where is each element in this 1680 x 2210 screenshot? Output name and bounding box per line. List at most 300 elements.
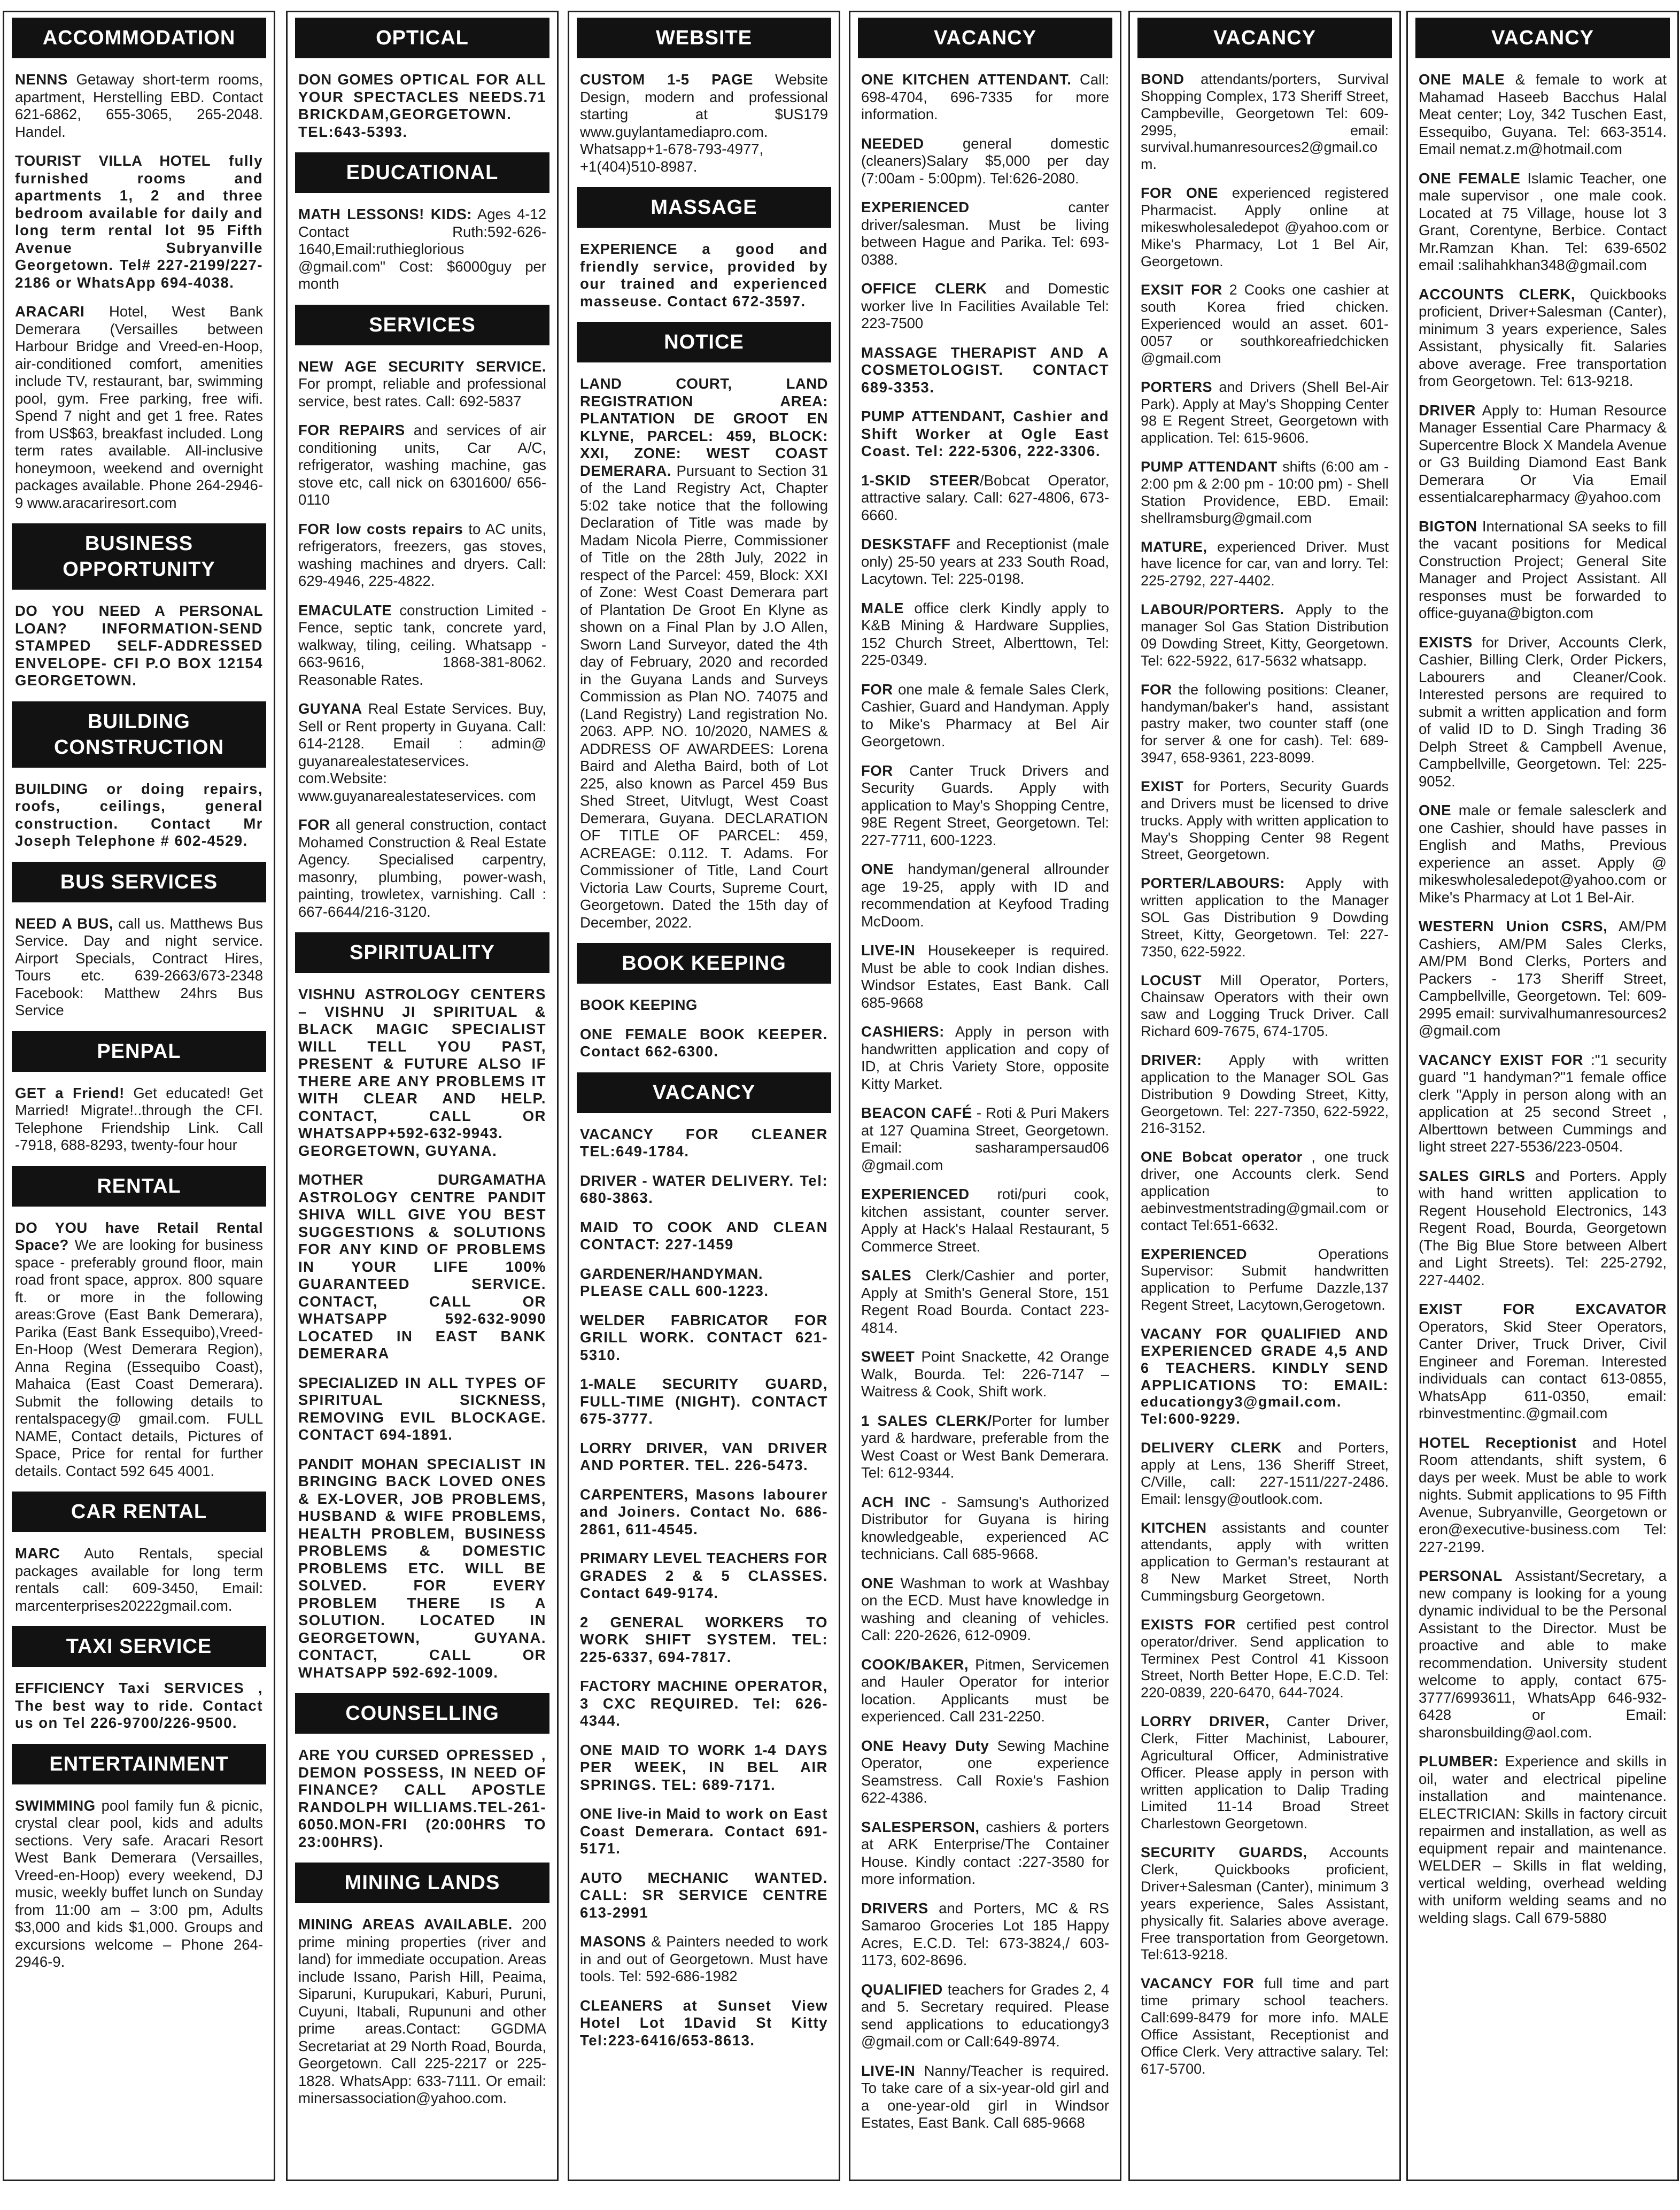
ad-text: Assistant/Secretary, a new company is looking for a young dynamic individual to be the Personal Assistant to the Director. Must be proactive and able to make recommendation. University student welcome to apply, contact 675-3777/6993611, WhatsApp 646-932-6428 or Email: sharonsbuilding@aol.com. xyxy=(1419,1567,1667,1741)
classified-ad xyxy=(861,1656,1109,1726)
classified-ad xyxy=(580,1742,828,1794)
ad-text: IN ALL TYPES OF SPIRITUAL SICKNESS, REMOVING EVIL BLOCKAGE. CONTACT 694-1891. xyxy=(298,1374,546,1443)
ad-lead: MASONS xyxy=(580,1933,646,1950)
ad-text: AM/PM Cashiers, AM/PM Sales Clerks, AM/PM Bond Clerks, Porters and Packers - 173 Sheriff Street, Campbellville, Georgetown. Tel: 609-2995 email: survivalhumanresources2 @gmail.com xyxy=(1419,918,1667,1039)
classified-ad xyxy=(861,942,1109,1011)
ad-lead: 1-MALE SECURITY xyxy=(580,1376,739,1392)
ad-text: Apply to the manager Sol Gas Station Distribution 09 Dowding Street, Kitty, Georgetown. Tel: 622-5922, 617-5632 whatsapp. xyxy=(1141,601,1389,669)
ad-lead: ONE FEMALE xyxy=(1419,169,1521,187)
section-header: BUSINESS OPPORTUNITY xyxy=(12,523,266,590)
section-header: NOTICE xyxy=(577,322,831,362)
ad-text: KEEPER. Contact 662-6300. xyxy=(580,1025,828,1060)
ad-lead: ONE MALE xyxy=(1419,71,1505,88)
ad-lead: ONE xyxy=(1419,802,1452,818)
ad-lead: FOR xyxy=(298,816,330,833)
classified-ad xyxy=(1141,682,1389,767)
classified-ad xyxy=(15,1219,263,1480)
ad-lead: SWIMMING xyxy=(15,1797,96,1814)
ad-text: Canter Driver, Clerk, Fitter Machinist, Labourer, Agricultural Officer, Administrative Officer. Please apply in person with written application to Dalip Trading Limited 11-14 Broad Street Charlestown Georgetown. xyxy=(1141,1713,1389,1832)
classified-ad xyxy=(1141,1052,1389,1137)
section-header: MINING LANDS xyxy=(295,1863,549,1903)
section-header: ENTERTAINMENT xyxy=(12,1744,266,1784)
classified-ad xyxy=(861,71,1109,123)
ad-lead: DELIVERY CLERK xyxy=(1141,1440,1282,1456)
classified-ad xyxy=(298,602,546,689)
classified-ad xyxy=(580,1219,828,1254)
ad-lead: EXPERIENCE xyxy=(580,241,678,257)
classified-ad xyxy=(298,1456,546,1682)
ad-text: Quickbooks proficient, Driver+Salesman (Canter), minimum 3 years experience, Sales Assistant, physically fit. Salaries above average. Free transportation from Georgetown. Tel: 613-9218. xyxy=(1419,285,1667,389)
classified-ad xyxy=(861,344,1109,397)
classified-ad xyxy=(298,1747,546,1851)
ad-text: CENTERS – VISHNU JI SPIRITUAL & BLACK MAGIC SPECIALIST WILL TELL YOU PAST, PRESENT & FUTURE ALSO IF THERE ARE ANY PROBLEMS IT WITH CLEAR AND HELP. CONTACT, CALL OR WHATSAPP+592-632-9943. GEORGETOWN, GUYANA. xyxy=(298,986,546,1159)
ad-text: all general construction, contact Mohamed Construction & Real Estate Agency. Specialised carpentry, masonry, plumbing, power-wash, painting, trowletex, varnishing. Call : 667-6644/216-3120. xyxy=(298,816,546,920)
ad-lead: ONE Heavy Duty xyxy=(861,1737,989,1754)
ad-text: certified pest control operator/driver. Send application to Terminex Pest Control 41 Kissoon Street, North Better Hope, E.C.D. Tel: 220-0839, 220-6470, 644-7024. xyxy=(1141,1616,1389,1701)
ad-text: and Porters. Apply with hand written application to Regent Household Electronics, 143 Regent Road, Bourda, Georgetown (The Big Blue Store between Albert and Light Streets). Tel: 225-2792, 227-4402. xyxy=(1419,1167,1667,1288)
ad-text: /Bobcat Operator, attractive salary. Call: 627-4806, 673-6660. xyxy=(861,472,1109,523)
ad-lead: NENNS xyxy=(15,71,68,88)
ad-text: Apply in person with handwritten application and copy of ID, at Chris Variety Store, opposite Kitty Market. xyxy=(861,1023,1109,1092)
ad-text: and Domestic worker live In Facilities Available Tel: 223-7500 xyxy=(861,280,1109,331)
ad-lead: SECURITY GUARDS, xyxy=(1141,1844,1307,1861)
section-header: TAXI SERVICE xyxy=(12,1626,266,1667)
classified-ad xyxy=(580,1126,828,1161)
classified-ad xyxy=(15,1797,263,1971)
ad-lead: DESKSTAFF xyxy=(861,536,951,552)
classified-ad xyxy=(861,2062,1109,2132)
ad-lead: HOTEL Receptionist xyxy=(1419,1434,1577,1451)
ad-lead: EXISTS FOR xyxy=(1141,1616,1236,1633)
classified-ad xyxy=(15,602,263,690)
section-header: EDUCATIONAL xyxy=(295,152,549,193)
ad-lead: DO YOU have Retail Rental Space? xyxy=(15,1219,263,1253)
ad-text: WANTED. CALL: SR SERVICE CENTRE 613-2991 xyxy=(580,1869,828,1921)
classified-ad xyxy=(861,1900,1109,1969)
ad-lead: LORRY DRIVER, xyxy=(1141,1713,1269,1730)
classified-ad xyxy=(1419,802,1667,906)
ad-text: Apply with written application to the Manager SOL Gas Distribution 9 Dowding Street, Kitty, Georgetown. Tel: 227-7350, 622-5922, 216-3152. xyxy=(1141,1052,1389,1137)
column-3 xyxy=(568,11,840,2181)
classified-ad xyxy=(298,1916,546,2107)
ad-text: FOR GRILL WORK. CONTACT 621-5310. xyxy=(580,1311,828,1363)
ad-lead: ONE FEMALE BOOK xyxy=(580,1025,745,1042)
ad-lead: PUMP ATTENDANT xyxy=(1141,459,1278,475)
ad-lead: VACANCY EXIST FOR xyxy=(1419,1051,1583,1068)
classified-ad xyxy=(1419,1168,1667,1289)
ad-lead: ONE KITCHEN ATTENDANT. xyxy=(861,71,1072,88)
ad-lead: CUSTOM 1-5 PAGE xyxy=(580,71,754,88)
classified-ad xyxy=(580,1312,828,1364)
ad-lead: 1-SKID STEER xyxy=(861,472,980,489)
ad-lead: GARDENER/HANDYMAN. xyxy=(580,1265,763,1282)
ad-text: pool family fun & picnic, crystal clear pool, kids and adults sections. Very safe. Aracari Resort West Bank Demerara (Versailles, Vreed-en-Hoop) every weekend, DJ music, weekly buffet lunch on Sunday from 11:00 am – 3:00 pm, Adults $3,000 and kids $1,000. Groups and excursions welcome – Phone 264-2946-9. xyxy=(15,1797,263,1970)
classified-ad xyxy=(298,422,546,509)
classified-ad xyxy=(1419,1301,1667,1423)
classified-ad xyxy=(1419,170,1667,274)
section-header: WEBSITE xyxy=(577,18,831,58)
ad-lead: ACCOUNTS CLERK, xyxy=(1419,285,1575,303)
classified-ad xyxy=(580,1440,828,1474)
ad-lead: SALES GIRLS xyxy=(1419,1167,1526,1184)
ad-text: Cashier and Shift Worker at Ogle East Coast. Tel: 222-5306, 222-3306. xyxy=(861,408,1109,459)
section-header: VACANCY xyxy=(577,1072,831,1113)
ad-lead: MALE xyxy=(861,599,904,616)
ad-text: DELIVERY. Tel: 680-3863. xyxy=(580,1172,828,1206)
classified-ad xyxy=(1141,1975,1389,2077)
ad-lead: NEED A BUS, xyxy=(15,915,113,932)
column-6 xyxy=(1406,11,1679,2181)
section-header: BUS SERVICES xyxy=(12,862,266,902)
ad-text: Get educated! Get Married! Migrate!..through the CFI. Telephone Friendship Link. Call -7918, 688-8293, twenty-four hour xyxy=(15,1084,263,1153)
ad-text: OPTICAL FOR ALL YOUR SPECTACLES NEEDS.71 BRICKDAM,GEORGETOWN. TEL:643-5393. xyxy=(298,71,546,140)
ad-text: assistants and counter attendants, apply with written application to German's restaurant at 8 New Market Street, North Cummingsburg Georgetown. xyxy=(1141,1519,1389,1604)
ad-text: roti/puri cook, kitchen assistant, counter server. Apply at Hack's Halaal Restaurant, 5 Commerce Street. xyxy=(861,1186,1109,1255)
ad-text: shifts (6:00 am - 2:00 pm & 2:00 pm - 10:00 pm) - Shell Station Providence, EBD. Email: shellramsburg@gmail.com xyxy=(1141,459,1389,526)
ad-text: AND EXPERIENCED GRADE 4,5 AND 6 TEACHERS. KINDLY SEND APPLICATIONS TO: EMAIL: educationgy3@gmail.com. Tel:600-9229. xyxy=(1141,1326,1389,1427)
section-header: COUNSELLING xyxy=(295,1693,549,1734)
ad-text: Call: 698-4704, 696-7335 for more information. xyxy=(861,71,1109,122)
ad-lead: EXPERIENCED xyxy=(861,199,970,215)
ad-text: one male & female Sales Clerk, Cashier, Guard and Handyman. Apply to Mike's Pharmacy at Bel Air Georgetown. xyxy=(861,681,1109,749)
section-header: CAR RENTAL xyxy=(12,1492,266,1532)
ad-lead: ONE xyxy=(861,1574,894,1591)
classified-ad xyxy=(861,1104,1109,1174)
ad-lead: LIVE-IN xyxy=(861,2062,916,2079)
ad-text: to AC units, refrigerators, freezers, gas stoves, washing machines and dryers. Call: 629-4946, 225-4822. xyxy=(298,520,546,589)
ad-text: experienced registered Pharmacist. Apply online at mikeswholesaledepot @yahoo.com or Mike's Pharmacy, Lot 1 Bel Air, Georgetown. xyxy=(1141,185,1389,269)
classified-ad xyxy=(298,358,546,411)
ad-lead: CARPENTERS, xyxy=(580,1486,688,1503)
ad-lead: FOR ONE xyxy=(1141,185,1218,202)
section-header: BOOK KEEPING xyxy=(577,943,831,984)
ad-lead: DRIVER: xyxy=(1141,1052,1202,1068)
ad-text: , one truck driver, one Accounts clerk. Send application to aebinvestmentstrading@gmail.com or contact Tel:651-6632. xyxy=(1141,1149,1389,1233)
section-header: RENTAL xyxy=(12,1166,266,1207)
classified-ad xyxy=(1419,286,1667,390)
classified-ad xyxy=(861,1819,1109,1888)
ad-text: Hotel, West Bank Demerara (Versailles between Harbour Bridge and Vreed-en-Hoop, air-conditioned comfort, amenities include TV, restaurant, bar, swimming pool, gym. Free parking, free wifi. Spend 7 night and get 1 free. Rates from US$63, breakfast included. Long term rates available. All-inclusive honeymoon, weekend and overnight packages available. Phone 264-2946-9 www.aracariresort.com xyxy=(15,303,263,511)
ad-lead: DRIVERS xyxy=(861,1899,928,1917)
ad-text: and Porters, MC & RS Samaroo Groceries Lot 185 Happy Acres, E.C.D. Tel: 673-3824,/ 603-1173, 602-8696. xyxy=(861,1899,1109,1968)
ad-text: - Roti & Puri Makers at 127 Quamina Street, Georgetown. Email: sasharampersaud06 @gmail.com xyxy=(861,1104,1109,1173)
ad-text: For prompt, reliable and professional service, best rates. Call: 692-5837 xyxy=(298,375,546,409)
column-4 xyxy=(849,11,1121,2181)
ad-text: Washman to work at Washbay on the ECD. Must have knowledge in washing and cleaning of vehicles. Call: 220-2626, 612-0909. xyxy=(861,1574,1109,1643)
ad-text: We are looking for business space - preferably ground floor, main road front space, approx. 800 square ft. or more in the following areas:Grove (East Bank Demerara), Parika (East Bank Essequibo),Vreed-En-Hoop (West Demerara Region), Anna Regina (Essequibo Coast), Mahaica (East Coast Demerara). Submit the following details to rentalspacegy@ gmail.com. FULL NAME, Contact details, Pictures of Space, Price for rental for further details. Contact 592 645 4001. xyxy=(15,1237,263,1479)
ad-lead: 1 SALES CLERK/ xyxy=(861,1412,992,1429)
ad-lead: BIGTON xyxy=(1419,517,1477,535)
ad-text: and Hotel Room attendants, shift system, 6 days per week. Must be able to work nights. Submit applications to 95 Fifth Avenue, Subryanville, Georgetown or eron@executive-business.com Tel: 227-2199. xyxy=(1419,1434,1667,1555)
ad-lead: ARE YOU CURSED xyxy=(298,1747,439,1763)
ad-text: or doing repairs, roofs, ceilings, general construction. Contact Mr Joseph Telephone # 602-4529. xyxy=(15,780,263,849)
classified-ad xyxy=(1141,875,1389,960)
ad-lead: SWEET xyxy=(861,1348,915,1365)
ad-text: INFORMATION-SEND STAMPED SELF-ADDRESSED ENVELOPE- CFI P.O BOX 12154 GEORGETOWN. xyxy=(15,620,263,689)
ad-lead: KITCHEN xyxy=(1141,1519,1207,1536)
ad-text: FOR CLEANER TEL:649-1784. xyxy=(580,1125,828,1160)
classified-ad xyxy=(1141,1246,1389,1314)
classified-ad xyxy=(298,71,546,141)
ad-text: :"1 security guard "1 handyman?"1 female office clerk "Apply in person along with an application at 25 second Street , Alberttown between Cummings and light street 227-5536/223-0504. xyxy=(1419,1051,1667,1155)
classified-ad xyxy=(580,1678,828,1730)
ad-lead: PORTERS xyxy=(1141,378,1213,395)
ad-lead: DRIVER - WATER xyxy=(580,1172,706,1189)
ad-text: to work on East Coast Demerara. Contact 691-5171. xyxy=(580,1805,828,1857)
section-header: VACANCY xyxy=(858,18,1112,58)
classified-ad xyxy=(1419,1052,1667,1156)
ad-text: PLEASE CALL 600-1223. xyxy=(580,1282,769,1299)
section-header: SERVICES xyxy=(295,305,549,345)
ad-text: fully furnished rooms and apartments 1, 2 and three bedroom available for daily and long term rental lot 95 Fifth Avenue Subryanville Georgetown. Tel# 227-2199/227-2186 or WhatsApp 694-4038. xyxy=(15,152,263,291)
ad-text: Real Estate Services. Buy, Sell or Rent property in Guyana. Call: 614-2128. Email : admin@ guyanarealestateservices. com.Website: www.guyanarealestateservices. com xyxy=(298,700,546,804)
ad-text: office clerk Kindly apply to K&B Mining & Hardware Supplies, 152 Church Street, Alberttown, Tel: 225-0349. xyxy=(861,599,1109,668)
section-header: VACANCY xyxy=(1415,18,1670,58)
ad-lead: BOND xyxy=(1141,71,1184,87)
section-header: ACCOMMODATION xyxy=(12,18,266,58)
ad-text: the following positions: Cleaner, handyman/baker's hand, assistant pastry maker, two counter staff (one for server & one for cash). Tel: 689-3947, 658-9361, 223-8099. xyxy=(1141,681,1389,766)
classified-ad xyxy=(580,1997,828,2050)
classified-ad xyxy=(1141,1440,1389,1508)
classified-ad xyxy=(1141,601,1389,669)
classified-ad xyxy=(1419,918,1667,1040)
ad-lead: LIVE-IN xyxy=(861,942,916,959)
ad-text: male or female salesclerk and one Cashier, should have passes in English and Maths, Previous experience an asset. Apply @ mikeswholesaledepot@yahoo.com or Mike's Pharmacy at Lot 1 Bel-Air. xyxy=(1419,802,1667,906)
ad-lead: DRIVER xyxy=(1419,401,1476,419)
classified-ad xyxy=(1419,1753,1667,1927)
classified-ad xyxy=(861,1737,1109,1807)
ad-text: TO WORK SHIFT SYSTEM. TEL: 225-6337, 694-7817. xyxy=(580,1613,828,1665)
ad-lead: FOR xyxy=(861,681,893,698)
ad-lead: BOOK KEEPING xyxy=(580,996,698,1013)
section-header: SPIRITUALITY xyxy=(295,932,549,973)
ad-text: Housekeeper is required. Must be able to cook Indian dishes. Windsor Estates, East Bank. Call 685-9668 xyxy=(861,942,1109,1011)
ad-lead: LOCUST xyxy=(1141,972,1202,988)
classified-ad xyxy=(15,303,263,512)
ad-lead: OFFICE CLERK xyxy=(861,280,987,297)
classified-ad xyxy=(580,1805,828,1858)
classified-ad xyxy=(861,1186,1109,1255)
ad-text: SPECIALIST IN BRINGING BACK LOVED ONES & EX-LOVER, JOB PROBLEMS, HUSBAND & WIFE PROBLEMS, HEALTH PROBLEM, BUSINESS PROBLEMS & DOMESTIC PROBLEMS ETC. WILL BE SOLVED. FOR EVERY PROBLEM THERE IS A SOLUTION. LOCATED IN GEORGETOWN, GUYANA. CONTACT, CALL OR WHATSAPP 592-692-1009. xyxy=(298,1455,546,1681)
classified-ad xyxy=(1141,1844,1389,1964)
ad-lead: CLEANERS xyxy=(580,1997,663,2014)
ad-text: at Sunset View Hotel Lot 1David St Kitty Tel:223-6416/653-8613. xyxy=(580,1997,828,2049)
ad-text: experienced Driver. Must have licence for car, van and lorry. Tel: 225-2792, 227-4402. xyxy=(1141,538,1389,589)
ad-lead: MARC xyxy=(15,1545,60,1562)
ad-lead: BEACON CAFÉ xyxy=(861,1104,972,1121)
classified-ad xyxy=(298,1171,546,1363)
classified-ad xyxy=(1141,71,1389,173)
classified-ad xyxy=(1141,539,1389,590)
ad-text: Operators, Skid Steer Operators, Canter Driver, Truck Driver, Civil Engineer and Foreman. Interested individuals can contact 613-0855, WhatsApp 611-0350, email: rbinvestmentinc.@gmail.com xyxy=(1419,1318,1667,1421)
ad-lead: EXPERIENCED xyxy=(861,1186,970,1202)
ad-text: International SA seeks to fill the vacant positions for Medical Construction Project; General Site Manager and Project Assistant. All responses must be forwarded to office-guyana@bigton.com xyxy=(1419,517,1667,621)
ad-lead: VACANCY FOR xyxy=(1141,1975,1255,1992)
section-header: MASSAGE xyxy=(577,187,831,228)
ad-lead: SALESPERSON, xyxy=(861,1818,980,1835)
ad-text: Getaway short-term rooms, apartment, Herstelling EBD. Contact 621-6862, 655-3065, 265-2048. Handel. xyxy=(15,71,263,140)
classified-ad xyxy=(861,1348,1109,1401)
ad-lead: PLUMBER: xyxy=(1419,1753,1499,1769)
ad-text: Apply with written application to the Manager SOL Gas Distribution 9 Dowding Street, Kitty, Georgetown. Tel: 227-7350, 622-5922. xyxy=(1141,875,1389,960)
ad-text: Point Snackette, 42 Orange Walk, Bourda. Tel: 226-7147 – Waitress & Cook, Shift work. xyxy=(861,1348,1109,1400)
section-header: BUILDING CONSTRUCTION xyxy=(12,701,266,768)
classified-ad xyxy=(580,1026,828,1061)
ad-lead: ARACARI xyxy=(15,303,85,320)
ad-text: cashiers & porters at ARK Enterprise/The Container House. Kindly contact :227-3580 for more information. xyxy=(861,1818,1109,1887)
classified-ad xyxy=(580,1172,828,1207)
column-1 xyxy=(3,11,275,2181)
column-2 xyxy=(286,11,559,2181)
classified-ad xyxy=(1419,1567,1667,1741)
ad-lead: ONE Bobcat operator xyxy=(1141,1149,1303,1165)
classified-ad xyxy=(1141,1326,1389,1428)
classified-ad xyxy=(1419,518,1667,622)
ad-text: Clerk/Cashier and porter, Apply at Smith's General Store, 151 Regent Road Bourda. Contact 223-4814. xyxy=(861,1267,1109,1336)
ad-text: for Porters, Security Guards and Drivers must be licensed to drive trucks. Apply with written application to May's Shopping Center 98 Regent Street, Georgetown. xyxy=(1141,778,1389,863)
ad-text: general domestic (cleaners)Salary $5,000 per day (7:00am - 5:00pm). Tel:626-2080. xyxy=(861,135,1109,187)
classified-ad xyxy=(1141,282,1389,367)
ad-lead: EXIST xyxy=(1141,778,1184,794)
section-header: VACANCY xyxy=(1137,18,1392,58)
ad-lead: VACANCY xyxy=(580,1125,654,1142)
ad-lead: FOR xyxy=(861,762,893,779)
classified-ad xyxy=(15,1545,263,1614)
ad-lead: FOR REPAIRS xyxy=(298,422,405,438)
ad-lead: DO YOU NEED A PERSONAL LOAN? xyxy=(15,602,263,637)
section-header: OPTICAL xyxy=(295,18,549,58)
classified-ad xyxy=(861,1494,1109,1563)
classified-ad xyxy=(15,915,263,1019)
ad-lead: MAID TO COOK AND xyxy=(580,1218,759,1235)
ad-lead: ACH INC xyxy=(861,1493,931,1510)
ad-lead: EXISTS xyxy=(1419,633,1473,651)
classified-ad xyxy=(861,861,1109,930)
ad-text: DAYS PER WEEK, IN BEL AIR SPRINGS. TEL: 689-7171. xyxy=(580,1741,828,1793)
ad-text: & Painters needed to work in and out of Georgetown. Must have tools. Tel: 592-686-1982 xyxy=(580,1933,828,1984)
ad-text: and Receptionist (male only) 25-50 years at 233 South Road, Lacytown. Tel: 225-0198. xyxy=(861,536,1109,587)
classified-ad xyxy=(1141,1617,1389,1702)
ad-lead: LAND COURT, LAND REGISTRATION AREA: PLANTATION DE GROOT EN KLYNE, PARCEL: 459, BLOCK: XXI, ZONE: WEST COAST DEMERARA. xyxy=(580,375,828,479)
ad-text: Ages 4-12 Contact Ruth:592-626-1640,Email:ruthieglorious @gmail.com" Cost: $6000guy per month xyxy=(298,206,546,292)
classified-ad xyxy=(1141,1713,1389,1833)
ad-lead: EMACULATE xyxy=(298,601,392,619)
ad-lead: EXPERIENCED xyxy=(1141,1246,1248,1262)
classified-ad xyxy=(298,521,546,590)
ad-lead: ONE MAID TO WORK 1-4 xyxy=(580,1741,776,1758)
ad-lead: DON GOMES xyxy=(298,71,394,88)
ad-text: ASTROLOGY CENTRE PANDIT SHIVA WILL GIVE YOU BEST SUGGESTIONS & SOLUTIONS FOR ANY KIND OF PROBLEMS IN YOUR LIFE 100% GUARANTEED SERVICE. CONTACT, CALL OR WHATSAPP 592-632-9090 LOCATED IN EAST BANK DEMERARA xyxy=(298,1188,546,1362)
classified-ad xyxy=(1141,1149,1389,1234)
ad-lead: LABOUR/PORTERS. xyxy=(1141,601,1284,618)
ad-text: attendants/porters, Survival Shopping Complex, 173 Sheriff Street, Campbeville, Georgetown Tel: 609-2995, email: survival.humanresources2@gmail.com. xyxy=(1141,71,1389,173)
classified-ad xyxy=(1141,1520,1389,1605)
classified-ad xyxy=(861,135,1109,188)
ad-text: GUARD, FULL-TIME (NIGHT). CONTACT 675-3777. xyxy=(580,1376,828,1427)
classified-ad xyxy=(861,600,1109,669)
classified-ad xyxy=(1141,459,1389,527)
ad-lead: BUILDING xyxy=(15,780,88,797)
classified-ad xyxy=(580,1550,828,1602)
classified-ad xyxy=(1419,634,1667,791)
section-header: PENPAL xyxy=(12,1031,266,1072)
ad-text: & female to work at Mahamad Haseeb Bacchus Halal Meat center; Loy, 342 Tuschen East, Essequibo, Guyana. Tel: 663-3514. Email nemat.z.m@hotmail.com xyxy=(1419,71,1667,157)
classified-ad xyxy=(1141,778,1389,863)
ad-lead: FOR low costs repairs xyxy=(298,520,463,537)
classified-ad xyxy=(1419,402,1667,506)
ad-text: Pitmen, Servicemen and Hauler Operator for interior location. Applicants must be experienced. Call 231-2250. xyxy=(861,1656,1109,1725)
ad-lead: COOK/BAKER, xyxy=(861,1656,969,1673)
classified-ad xyxy=(861,1575,1109,1644)
classified-ad xyxy=(861,280,1109,333)
ad-text: and Drivers (Shell Bel-Air Park). Apply at May's Shopping Center 98 E Regent Street, Georgetown with application. Tel: 615-9606. xyxy=(1141,378,1389,446)
ad-text: a good and friendly service, provided by our trained and experienced masseuse. Contact 672-3597. xyxy=(580,241,828,310)
classified-ad xyxy=(580,1265,828,1300)
ad-lead: PUMP ATTENDANT, xyxy=(861,408,1005,424)
classified-ad xyxy=(580,241,828,310)
ad-text: OPERATOR, 3 CXC REQUIRED. Tel: 626-4344. xyxy=(580,1678,828,1729)
classified-ad xyxy=(861,1981,1109,2051)
ad-lead: FOR xyxy=(1141,681,1172,698)
ad-text: for Driver, Accounts Clerk, Cashier, Billing Clerk, Order Pickers, Labourers and Cleaner/Cook. Interested persons are required to submit a written application and form of valid ID to D. Singh Trading 36 Delph Street & Campbell Avenue, Campbellville, Georgetown. Tel: 225-9052. xyxy=(1419,633,1667,790)
classified-ad xyxy=(861,199,1109,268)
ad-text: call us. Matthews Bus Service. Day and night service. Airport Specials, Contract Hires, Tours etc. 639-2663/673-2348 Facebook: Matthew 24hrs Bus Service xyxy=(15,915,263,1018)
classified-ad xyxy=(580,1486,828,1539)
ad-text: FOR GRADES 2 & 5 CLASSES. Contact 649-9174. xyxy=(580,1550,828,1601)
ad-lead: NEEDED xyxy=(861,135,924,152)
classified-ad xyxy=(861,472,1109,524)
ad-text: - Samsung's Authorized Distributor for Guyana is hiring knowledgeable, experienced AC technicians. Call 685-9668. xyxy=(861,1493,1109,1562)
ad-text: Website Design, modern and professional starting at $US179 www.guylantamediapro.com. Whatsapp+1-678-793-4977, +1(404)510-8987. xyxy=(580,71,828,175)
ad-text: Nanny/Teacher is required. To take care of a six-year-old girl and a one-year-old girl in Windsor Estates, East Bank. Call 685-9668 xyxy=(861,2062,1109,2131)
ad-lead: ONE live-in Maid xyxy=(580,1805,701,1822)
ad-text: Islamic Teacher, one male supervisor , one male cook. Located at 75 Village, house lot 3 Grant, Corentyne, Berbice. Contact Mr.Ramzan Khan. Tel: 639-6502 email :salihahkhan348@gmail.com xyxy=(1419,169,1667,273)
ad-text: Canter Truck Drivers and Security Guards. Apply with application to May's Shopping Centre, 98E Regent Street, Georgetown. Tel: 227-7711, 600-1223. xyxy=(861,762,1109,848)
ad-lead: TOURIST VILLA HOTEL xyxy=(15,152,211,169)
classified-ad xyxy=(580,375,828,931)
ad-text: CLEAN CONTACT: 227-1459 xyxy=(580,1218,828,1253)
classified-ad xyxy=(580,1614,828,1666)
ad-lead: VACANY FOR QUALIFIED xyxy=(1141,1326,1341,1342)
classified-ad xyxy=(298,206,546,293)
ad-text: Apply to: Human Resource Manager Essential Care Pharmacy & Supercentre Block X Mandela Avenue or G3 Building Diamond East Bank Demerara Or Via Email essentialcarepharmacy @yahoo.com xyxy=(1419,401,1667,505)
ad-lead: WESTERN Union CSRS, xyxy=(1419,918,1608,934)
ad-text: Experience and skills in oil, water and electrical pipeline installation and maintenance. ELECTRICIAN: Skills in factory circuit repairmen and installation, as well as equipment repair and maintenance. WELDER – Skills in flat welding, vertical welding, overhead welding with uniform welding seams and no welding slags. Call 679-5880 xyxy=(1419,1753,1667,1926)
ad-text: Taxi SERVICES , The best way to ride. Contact us on Tel 226-9700/226-9500. xyxy=(15,1680,263,1731)
ad-lead: MATURE, xyxy=(1141,538,1207,555)
ad-lead: WELDER FABRICATOR xyxy=(580,1311,769,1328)
classified-ad xyxy=(1141,379,1389,447)
ad-text: Sewing Machine Operator, one experience Seamstress. Call Roxie's Fashion 622-4386. xyxy=(861,1737,1109,1806)
ad-lead: PERSONAL xyxy=(1419,1567,1503,1584)
ad-text: 200 prime mining properties (river and land) for immediate occupation. Areas include Issano, Parish Hill, Peaima, Siparuni, Kurupukari, Kaburi, Puruni, Cuyuni, Itabali, Rupununi and other prime areas.Contact: GGDMA Secretariat at 29 North Road, Bourda, Georgetown. Call 225-2217 or 225-1828. WhatsApp: 633-7111. Or email: minersassociation@yahoo.com. xyxy=(298,1916,546,2106)
classified-ad xyxy=(580,1869,828,1922)
ad-text: handyman/general allrounder age 19-25, apply with ID and recommendation at Keyfood Trading McDoom. xyxy=(861,861,1109,930)
column-5 xyxy=(1128,11,1401,2181)
ad-lead: AUTO MECHANIC xyxy=(580,1869,729,1886)
classified-ad xyxy=(861,762,1109,849)
classified-ad xyxy=(15,781,263,850)
ad-lead: MINING AREAS AVAILABLE. xyxy=(298,1916,513,1933)
classified-ad xyxy=(15,1680,263,1732)
ad-lead: CASHIERS: xyxy=(861,1023,944,1040)
ad-text: full time and part time primary school teachers. Call:699-8479 for more info. MALE Office Assistant, Receptionist and Office Clerk. Very attractive salary. Tel: 617-5700. xyxy=(1141,1975,1389,2077)
ad-lead: PORTER/LABOURS: xyxy=(1141,875,1285,892)
ad-lead: SALES xyxy=(861,1267,912,1284)
ad-lead: GET a Friend! xyxy=(15,1084,125,1101)
ad-text: Porter for lumber yard & hardware, preferable from the West Coast or West Bank Demerara. Tel: 612-9344. xyxy=(861,1412,1109,1481)
classified-ad xyxy=(1419,1434,1667,1556)
